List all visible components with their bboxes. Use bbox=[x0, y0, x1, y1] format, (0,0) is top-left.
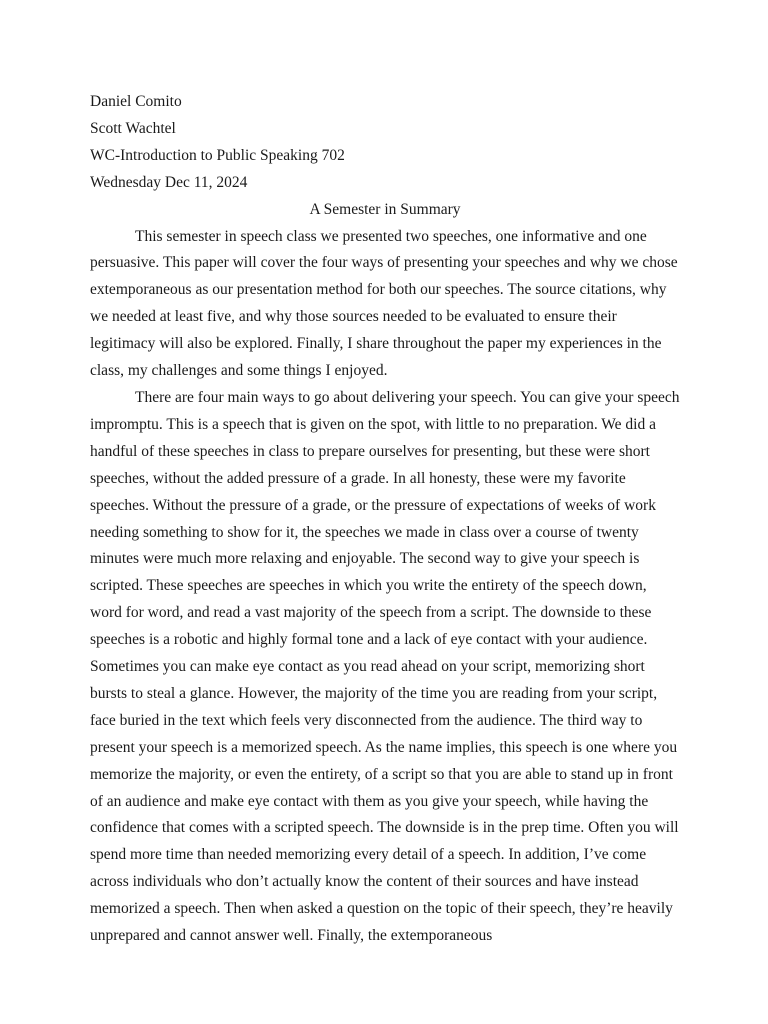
paragraph-delivery-methods: There are four main ways to go about delivering your speech. You can give your speech impromptu. This is a speech that is given on the spot, with little to no preparation. We did a handful of these speeches in class to prepare ourselves for presenting, but these were short speeches, without the added pressure of a grade. In all honesty, these were my favorite speeches. Without the pressure of a grade, or the pressure of expectations of weeks of work needing something to show for it, the speeches we made in class over a course of twenty minutes were much more relaxing and enjoyable. The second way to give your speech is scripted. These speeches are speeches in which you write the entirety of the speech down, word for word, and read a vast majority of the speech from a script. The downside to these speeches is a robotic and highly formal tone and a lack of eye contact with your audience. Sometimes you can make eye contact as you read ahead on your script, memorizing short bursts to steal a glance. However, the majority of the time you are reading from your script, face buried in the text which feels very disconnected from the audience. The third way to present your speech is a memorized speech. As the name implies, this speech is one where you memorize the majority, or even the entirety, of a script so that you are able to stand up in front of an audience and make eye contact with them as you give your speech, while having the confidence that comes with a scripted speech. The downside is in the prep time. Often you will spend more time than needed memorizing every detail of a speech. In addition, I’ve come across individuals who don’t actually know the content of their sources and have instead memorized a speech. Then when asked a question on the topic of their speech, they’re heavily unprepared and cannot answer well. Finally, the extemporaneous bbox=[90, 388, 680, 945]
document-body bbox=[90, 89, 680, 950]
document-date: Wednesday Dec 11, 2024 bbox=[90, 173, 248, 191]
author-name: Daniel Comito bbox=[90, 93, 182, 110]
course-name: WC-Introduction to Public Speaking 702 bbox=[90, 146, 345, 164]
paragraph-intro: This semester in speech class we presented two speeches, one informative and one persuasive. This paper will cover the four ways of presenting your speeches and why we chose extemporaneous as our presentation method for both our speeches. The source citations, why we needed at least five, and why those sources needed to be evaluated to ensure their legitimacy will also be explored. Finally, I share throughout the paper my experiences in the class, my challenges and some things I enjoyed. bbox=[90, 227, 678, 380]
document-title: A Semester in Summary bbox=[309, 200, 461, 218]
instructor-name: Scott Wachtel bbox=[90, 119, 176, 137]
